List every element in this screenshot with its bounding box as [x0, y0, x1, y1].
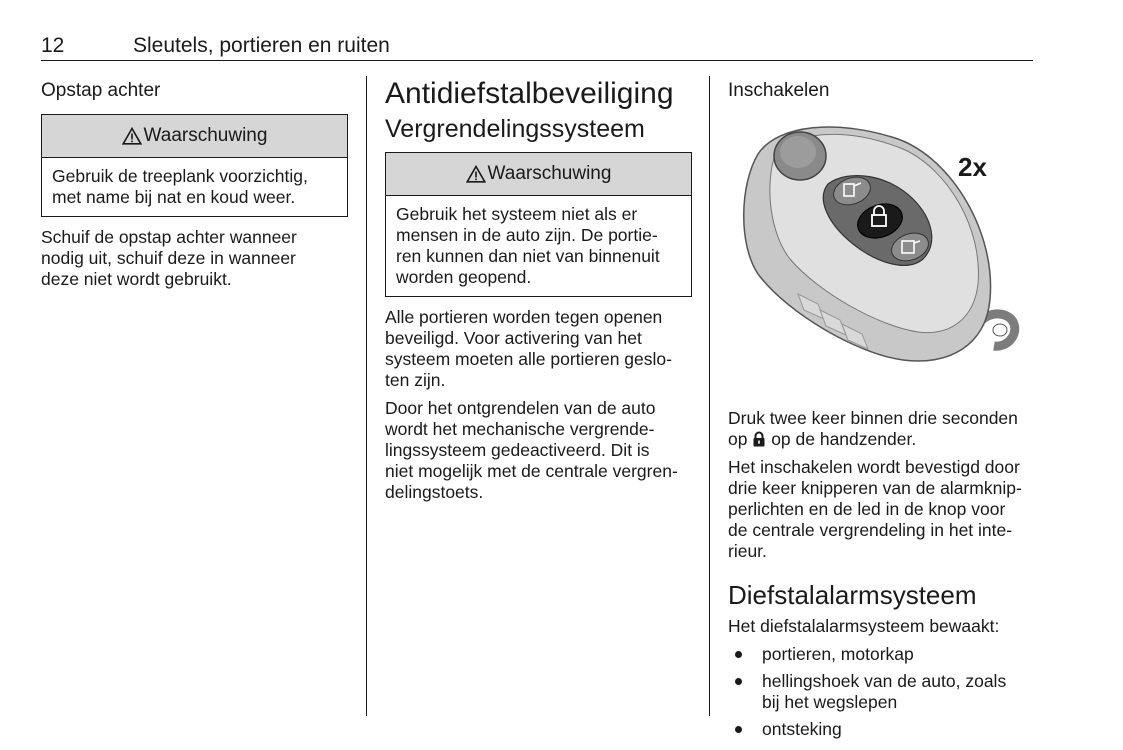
list-item [728, 719, 1036, 740]
bullet-icon [735, 726, 742, 733]
list-item [728, 644, 1036, 665]
section-heading-antidiefstal: Antidiefstalbeveiliging [385, 77, 674, 110]
warning-header [42, 115, 347, 158]
list-item-text: hellingshoek van de auto, zoals bij het wegslepen [762, 671, 1007, 712]
section-heading-opstap: Opstap achter [41, 80, 161, 101]
column-divider [366, 76, 367, 716]
column-middle [385, 76, 692, 510]
column-divider [709, 76, 710, 716]
page-number: 12 [41, 34, 65, 57]
warning-box [41, 114, 348, 217]
paragraph: Alle portieren worden tegen openen beveiligd. Voor activering van het systeem moeten alle portieren geslo- ten zijn. [385, 307, 672, 390]
list-item-text: ontsteking [762, 719, 842, 739]
paragraph: Het inschakelen wordt bevestigd door drie keer knipperen van de alarmknip- perlichten en de led in de knop voor de centrale vergrendeling in het inte- rieur. [728, 457, 1022, 561]
paragraph-text: Druk twee keer binnen drie seconden op [728, 408, 1018, 449]
warning-title: Waarschuwing [143, 125, 268, 146]
warning-title: Waarschuwing [487, 163, 612, 184]
press-count-label: 2x [958, 152, 987, 182]
paragraph: Door het ontgrendelen van de auto wordt het mechanische vergrende- lingssysteem gedeactiveerd. Dit is niet mogelijk met de centrale vergren- delingstoets. [385, 398, 678, 502]
list-item [728, 671, 1036, 713]
bullet-list [728, 644, 1036, 740]
chapter-title: Sleutels, portieren en ruiten [133, 34, 390, 57]
paragraph: Het diefstalalarmsysteem bewaakt: [728, 616, 1000, 636]
subheading-vergrendeling: Vergrendelingssysteem [385, 115, 645, 143]
section-heading-diefstalalarm: Diefstalalarmsysteem [728, 580, 977, 610]
warning-box [385, 152, 692, 297]
paragraph-text: op de handzender. [766, 429, 917, 449]
paragraph [728, 408, 1036, 450]
warning-header [386, 153, 691, 196]
warning-body: Gebruik het systeem niet als er mensen in de auto zijn. De portie- ren kunnen dan niet van binnenuit worden geopend. [396, 204, 660, 287]
paragraph: Schuif de opstap achter wanneer nodig uit, schuif deze in wanneer deze niet wordt gebruikt. [41, 227, 297, 289]
warning-triangle-icon [466, 165, 486, 183]
page-header [41, 34, 1033, 61]
section-heading-inschakelen: Inschakelen [728, 80, 830, 101]
bullet-icon [735, 651, 742, 658]
list-item-text: portieren, motorkap [762, 644, 914, 664]
warning-triangle-icon [122, 127, 142, 145]
column-right [728, 76, 1036, 746]
bullet-icon [735, 678, 742, 685]
warning-body: Gebruik de treeplank voorzichtig, met name bij nat en koud weer. [52, 166, 308, 207]
column-left [41, 76, 348, 297]
key-fob-illustration [728, 114, 1028, 394]
lock-icon [752, 431, 766, 447]
